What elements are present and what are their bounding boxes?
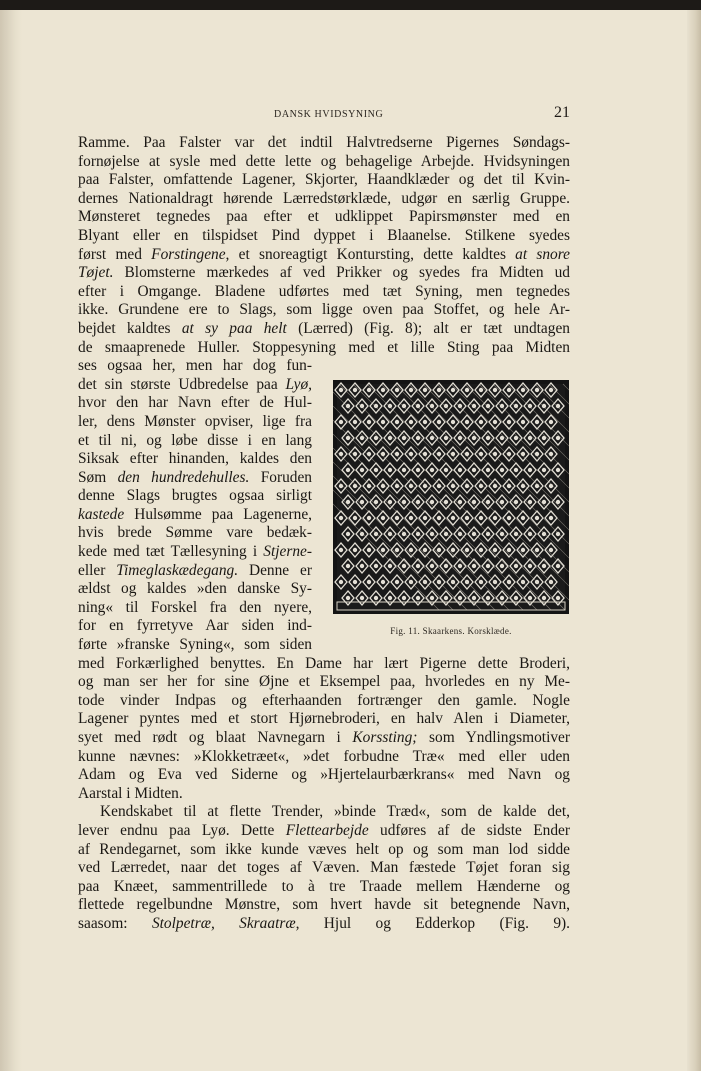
text-line: kede med tæt Tællesyning i Stjerne- [78, 543, 312, 561]
text-line: dernes Nationaldragt hørende Lærredstørklæde, udgør en særlig Gruppe. [78, 189, 570, 207]
page-edge-shadow [687, 10, 701, 1071]
text-line: Kendskabet til at flette Trender, »binde Træd«, som de kalde det, [100, 803, 570, 821]
text-line: lever endnu paa Lyø. Dette Flettearbejde udføres af de sidste Ender [78, 821, 570, 839]
text-line: fornøjelse at sysle med dette lette og behagelige Arbejde. Hvidsyningen [78, 152, 570, 170]
text-line: med Forkærlighed benyttes. En Dame har lært Pigerne dette Broderi, [78, 654, 570, 672]
text-line: flettede regelbundne Mønstre, som hvert havde sit betegnende Navn, [78, 896, 570, 914]
text-line: Aarstal i Midten. [78, 784, 183, 802]
text-line: eller Timeglaskædegang. Denne er [78, 561, 312, 579]
lace-pattern-image [333, 380, 569, 614]
text-line: bejdet kaldtes at sy paa helt (Lærred) (Fig. 8); alt er tæt undtagen [78, 319, 570, 337]
running-head: DANSK HVIDSYNING [274, 109, 384, 120]
text-line: hvor den har Navn efter de Hul- [78, 394, 312, 412]
text-line: kastede Hulsømme paa Lagenerne, [78, 505, 312, 523]
text-line: denne Slags brugtes ogsaa sirligt [78, 487, 312, 505]
figure-caption: Fig. 11. Skaarkens. Korsklæde. [390, 626, 512, 636]
page-number: 21 [554, 104, 570, 121]
page-gutter-shadow [0, 10, 22, 1071]
text-line: ler, dens Mønster opviser, lige fra [78, 412, 312, 430]
text-line: ældst og kaldes »den danske Sy- [78, 580, 312, 598]
text-line: Adam og Eva ved Siderne og »Hjertelaurbærkrans« med Navn og [78, 766, 570, 784]
text-line: efter i Omgange. Bladene udførtes med tæt Syning, men tegnedes [78, 282, 570, 300]
page-header [78, 104, 570, 126]
text-line: syet med rødt og blaat Navnegarn i Korssting; som Yndlingsmotiver [78, 729, 571, 746]
text-line: Blyant eller en tilspidset Pind dyppet i Blaanelse. Stilkene syedes [78, 226, 570, 244]
text-line: paa Falster, omfattende Lagener, Skjorter, Haandklæder og det til Kvin- [78, 171, 570, 189]
text-line: de smaaprenede Huller. Stoppesyning med et lille Sting paa Midten [78, 338, 570, 356]
text-line: Søm den hundredehulles. Foruden [78, 468, 312, 486]
text-line: Ramme. Paa Falster var det indtil Halvtredserne Pigernes Søndags- [78, 134, 570, 151]
text-line: for en fyrretyve Aar siden ind- [78, 617, 312, 635]
text-line: tode vinder Indpas og efterhaanden fortrænger den gamle. Nogle [78, 691, 570, 709]
text-line: paa Knæet, sammentrillede to à tre Traade mellem Hænderne og [78, 877, 570, 895]
text-line: ses ogsaa her, men har dog fun- [78, 357, 312, 375]
text-line: saasom: Stolpetræ, Skraatræ, Hjul og Edderkop (Fig. 9). [78, 914, 571, 932]
text-line: Tøjet. Blomsterne mærkedes af ved Prikker og syedes fra Midten ud [78, 264, 570, 282]
text-line: det sin største Udbredelse paa Lyø, [78, 375, 312, 393]
lace-figure [333, 380, 569, 614]
text-line: Siksak efter hinanden, kaldes den [78, 450, 312, 468]
text-line: kunne nævnes: »Klokketræet«, »det forbudne Træ« med eller uden [78, 747, 570, 765]
text-line: Lagener pyntes med et stort Hjørnebroderi, en halv Alen i Diameter, [78, 710, 570, 728]
text-line: ning« til Forskel fra den nyere, [78, 598, 312, 616]
text-line: et til ni, og løbe disse i en lang [78, 431, 312, 449]
text-line: og man ser her for sine Øjne et Eksempel paa, hvorledes en ny Me- [78, 673, 570, 691]
text-line: ikke. Grundene ere to Slags, som ligge oven paa Stoffet, og hele Ar- [78, 301, 570, 319]
text-line: af Rendegarnet, som ikke kunde væves helt op og som man lod sidde [78, 840, 570, 858]
text-line: ved Lærredet, naar det toges af Væven. Man fæstede Tøjet foran sig [78, 859, 570, 877]
text-line: førte »franske Syning«, som siden [78, 636, 312, 654]
scan-top-border [0, 0, 701, 10]
text-line: først med Forstingene, et snoreagtigt Kontursting, dette kaldtes at snore [78, 245, 571, 263]
text-line: Mønsteret tegnedes paa efter et udklippet Papirsmønster med en [78, 208, 570, 226]
text-line: hvis brede Sømme vare bedæk- [78, 524, 312, 542]
